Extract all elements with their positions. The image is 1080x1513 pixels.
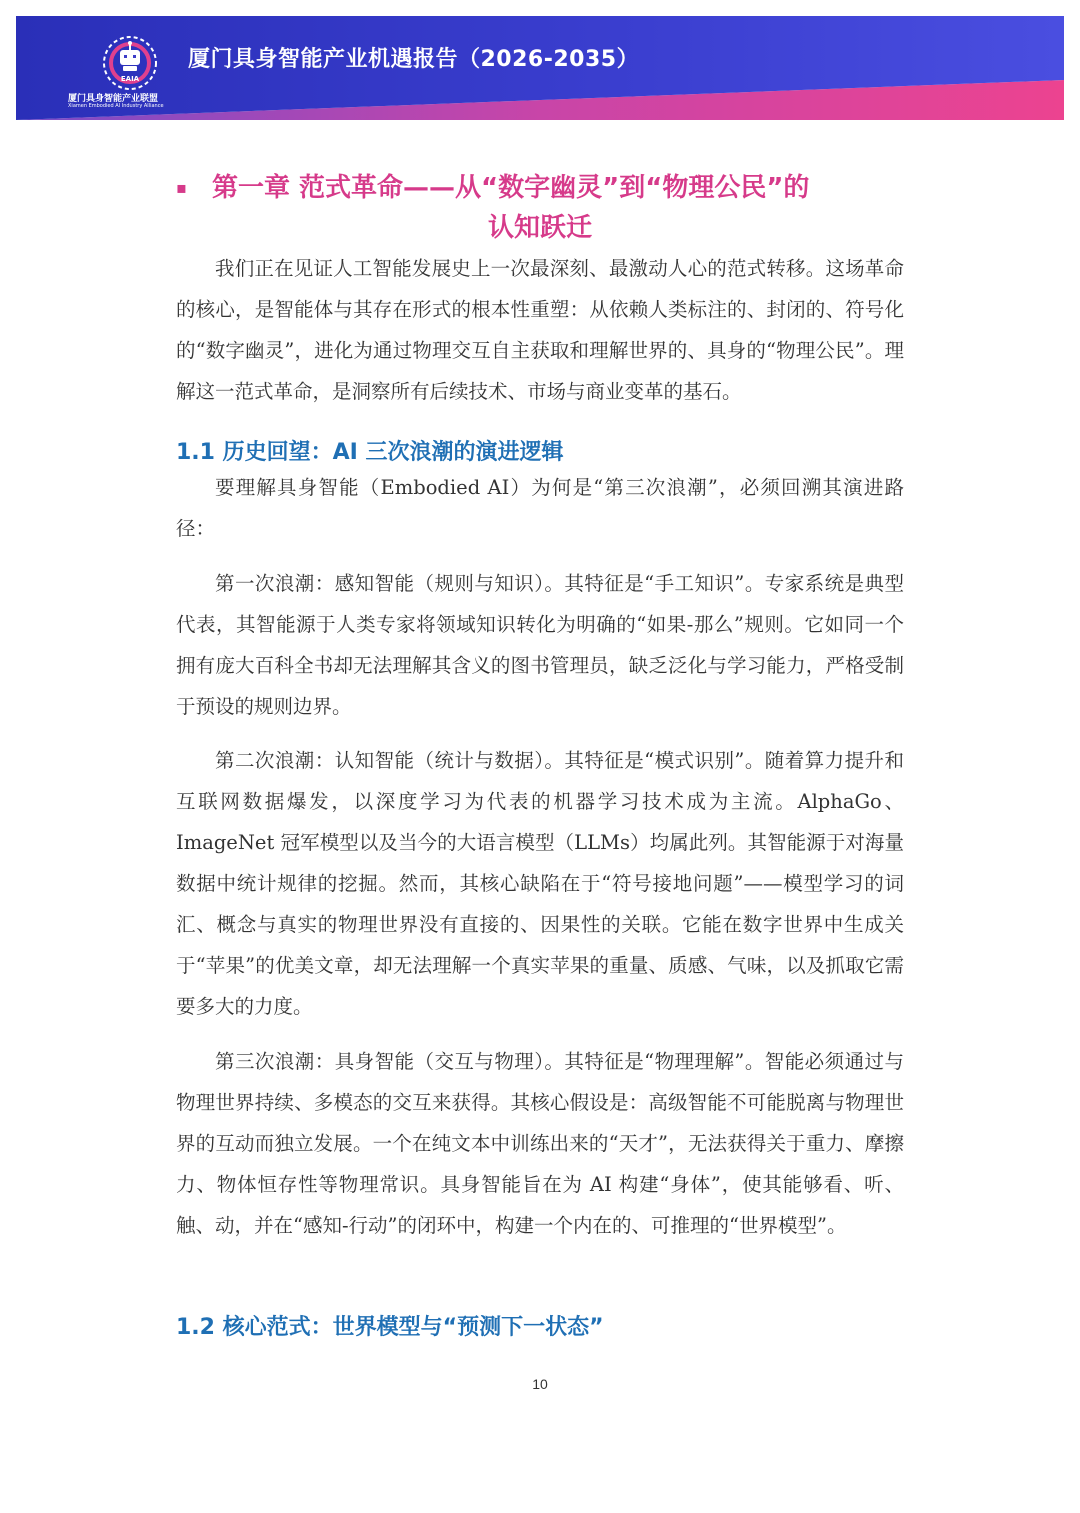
page-number: 10 <box>532 1376 548 1392</box>
logo-name-cn: 厦门具身智能产业联盟 <box>68 94 159 104</box>
intro-paragraph: 我们正在见证人工智能发展史上一次最深刻、最激动人心的范式转移。这场革命的核心，是智能体与其存在形式的根本性重塑：从依赖人类标注的、封闭的、符号化的“数字幽灵”，进化为通过物理交互自主获取和理解世界的、具身的“物理公民”。理解这一范式革命，是洞察所有后续技术、市场与商业变革的基石。 <box>176 257 904 403</box>
paragraph-evolution-path: 要理解具身智能（Embodied AI）为何是“第三次浪潮”，必须回溯其演进路径： <box>176 476 904 540</box>
logo-badge: EAIA <box>120 75 140 83</box>
chapter-title-line-2: 认知跃迁 <box>487 213 592 243</box>
section-heading-1-1: 1.1 历史回望：AI 三次浪潮的演进逻辑 <box>176 440 564 465</box>
logo-name-en: Xiamen Embodied AI Industry Alliance <box>68 103 164 109</box>
chapter-title-line-1: 第一章 范式革命——从“数字幽灵”到“物理公民”的 <box>212 173 810 203</box>
report-title: 厦门具身智能产业机遇报告（2026-2035） <box>188 47 640 72</box>
paragraph-first-wave: 第一次浪潮：感知智能（规则与知识）。其特征是“手工知识”。专家系统是典型代表，其智能源于人类专家将领域知识转化为明确的“如果-那么”规则。它如同一个拥有庞大百科全书却无法理解其含义的图书管理员，缺乏泛化与学习能力，严格受制于预设的规则边界。 <box>176 572 904 718</box>
section-heading-1-2: 1.2 核心范式：世界模型与“预测下一状态” <box>176 1315 604 1340</box>
paragraph-second-wave: 第二次浪潮：认知智能（统计与数据）。其特征是“模式识别”。随着算力提升和互联网数据爆发，以深度学习为代表的机器学习技术成为主流。AlphaGo、ImageNet 冠军模型以及当今的大语言模型（LLMs）均属此列。其智能源于对海量数据中统计规律的挖掘。然而，其核心缺陷在于“符号接地问题”——模型学习的词汇、概念与真实的物理世界没有直接的、因果性的关联。它能在数字世界中生成关于“苹果”的优美文章，却无法理解一个真实苹果的重量、质感、气味，以及抓取它需要多大的力度。 <box>176 749 904 1018</box>
alliance-logo <box>96 32 164 94</box>
header-banner <box>16 16 1064 120</box>
paragraph-third-wave: 第三次浪潮：具身智能（交互与物理）。其特征是“物理理解”。智能必须通过与物理世界持续、多模态的交互来获得。其核心假设是：高级智能不可能脱离与物理世界的互动而独立发展。一个在纯文本中训练出来的“天才”，无法获得关于重力、摩擦力、物体恒存性等物理常识。具身智能旨在为 AI 构建“身体”，使其能够看、听、触、动，并在“感知-行动”的闭环中，构建一个内在的、可推理的“世界模型”。 <box>176 1050 904 1237</box>
chapter-bullet-icon: ▪ <box>176 178 187 197</box>
